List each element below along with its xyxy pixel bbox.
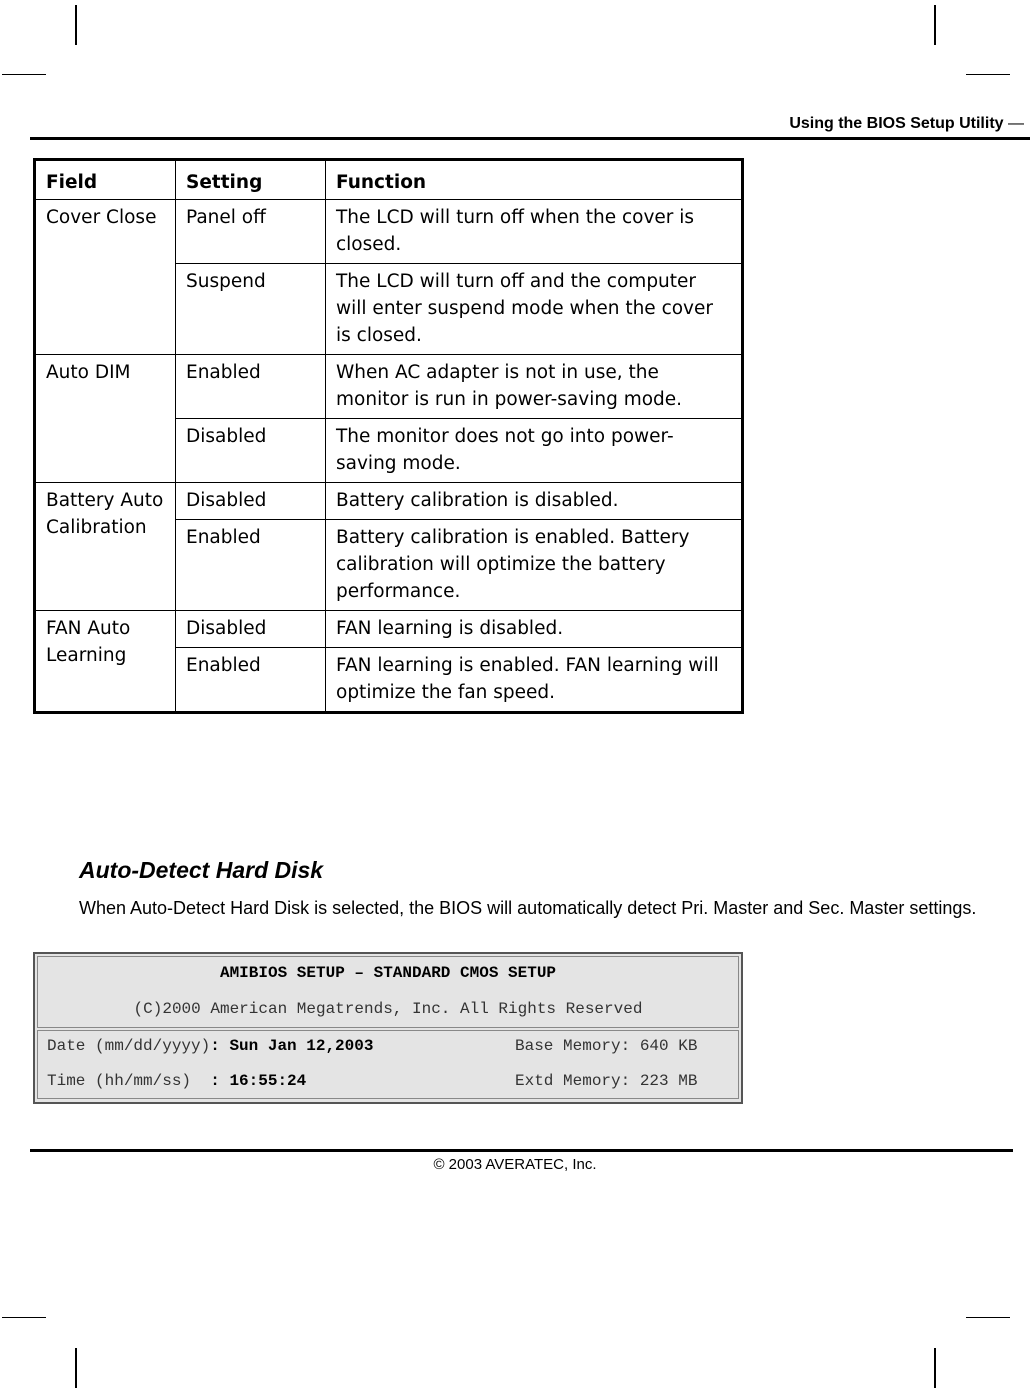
table-row xyxy=(35,200,743,264)
section-body: When Auto-Detect Hard Disk is selected, the BIOS will automatically detect Pri. Master and Sec. Master settings. xyxy=(79,898,977,918)
setting-cell: Disabled xyxy=(176,419,326,483)
field-cell: FAN Auto Learning xyxy=(35,611,176,713)
table-row xyxy=(35,355,743,419)
crop-mark xyxy=(934,1348,936,1388)
setting-cell: Enabled xyxy=(176,648,326,713)
crop-mark xyxy=(966,1317,1010,1318)
bios-header-panel xyxy=(37,956,739,1028)
footer-copyright: © 2003 AVERATEC, Inc. xyxy=(433,1156,597,1173)
crop-mark xyxy=(75,1348,77,1388)
date-label: Date (mm/dd/yyyy) xyxy=(47,1037,211,1055)
setting-cell: Panel off xyxy=(176,200,326,264)
function-cell: The LCD will turn off and the computer will enter suspend mode when the cover is closed. xyxy=(326,264,743,355)
settings-table xyxy=(33,158,744,714)
crop-mark xyxy=(966,74,1010,75)
function-cell: The LCD will turn off when the cover is closed. xyxy=(326,200,743,264)
column-header-field: Field xyxy=(35,160,176,200)
table-row xyxy=(35,483,743,520)
bios-screen xyxy=(33,952,743,1104)
date-value: : Sun Jan 12,2003 xyxy=(210,1037,374,1055)
extd-memory: Extd Memory: 223 MB xyxy=(515,1072,698,1090)
header-rule xyxy=(30,137,1030,140)
function-cell: When AC adapter is not in use, the monitor is run in power-saving mode. xyxy=(326,355,743,419)
base-memory: Base Memory: 640 KB xyxy=(515,1037,698,1055)
function-cell: Battery calibration is enabled. Battery calibration will optimize the battery performance. xyxy=(326,520,743,611)
running-header-dash: — xyxy=(1008,115,1024,132)
time-value: : 16:55:24 xyxy=(210,1072,307,1090)
crop-mark xyxy=(2,74,46,75)
bios-time-line xyxy=(47,1072,306,1090)
setting-cell: Enabled xyxy=(176,520,326,611)
running-header xyxy=(789,115,1024,133)
crop-mark xyxy=(75,5,77,45)
bios-date-line xyxy=(47,1037,373,1055)
function-cell: The monitor does not go into power-saving mode. xyxy=(326,419,743,483)
setting-cell: Suspend xyxy=(176,264,326,355)
bios-title: AMIBIOS SETUP – STANDARD CMOS SETUP xyxy=(219,964,557,982)
function-cell: FAN learning is disabled. xyxy=(326,611,743,648)
field-cell: Battery Auto Calibration xyxy=(35,483,176,611)
bios-body-panel xyxy=(37,1030,739,1099)
setting-cell: Disabled xyxy=(176,483,326,520)
crop-mark xyxy=(2,1317,46,1318)
column-header-function: Function xyxy=(326,160,743,200)
footer-rule xyxy=(30,1149,1013,1152)
function-cell: FAN learning is enabled. FAN learning will optimize the fan speed. xyxy=(326,648,743,713)
bios-copyright: (C)2000 American Megatrends, Inc. All Rights Reserved xyxy=(133,1000,643,1018)
time-label: Time (hh/mm/ss) xyxy=(47,1072,211,1090)
column-header-setting: Setting xyxy=(176,160,326,200)
function-cell: Battery calibration is disabled. xyxy=(326,483,743,520)
field-cell: Auto DIM xyxy=(35,355,176,483)
field-cell: Cover Close xyxy=(35,200,176,355)
table-row xyxy=(35,611,743,648)
crop-mark xyxy=(934,5,936,45)
running-header-title: Using the BIOS Setup Utility xyxy=(789,115,1004,132)
setting-cell: Disabled xyxy=(176,611,326,648)
setting-cell: Enabled xyxy=(176,355,326,419)
section-title: Auto-Detect Hard Disk xyxy=(79,857,324,883)
table-header-row xyxy=(35,160,743,200)
